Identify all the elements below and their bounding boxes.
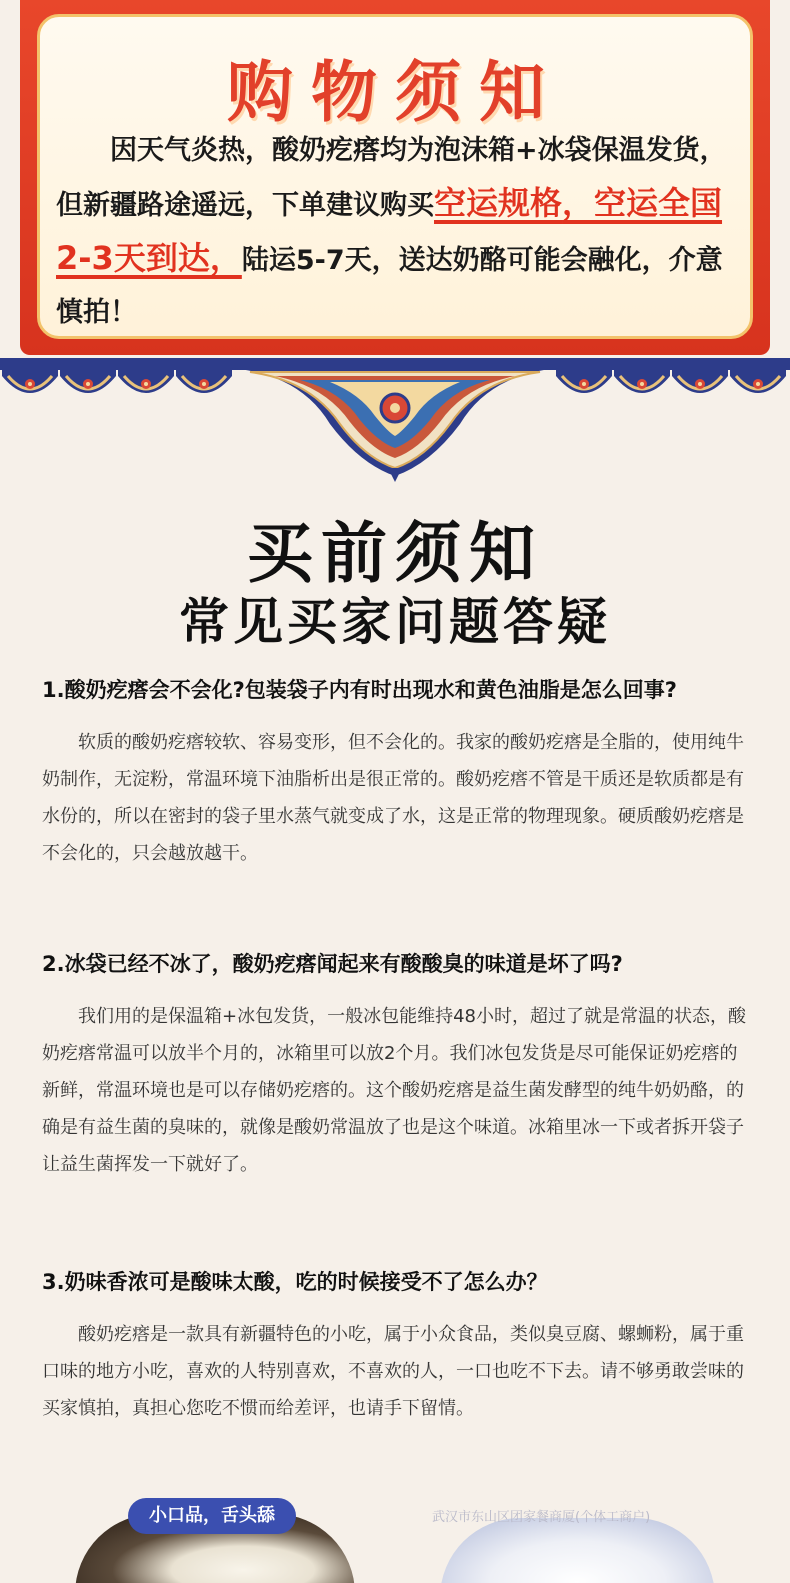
notice-text-2: 陆运5-7天，送达奶酪可能会融化，介意慎拍！ (56, 245, 723, 328)
faq-item-3 (42, 1262, 752, 1427)
tasting-tip-badge: 小口品，舌头舔 (128, 1498, 296, 1534)
notice-highlight-2: ，空运全国2-3天到达， (56, 184, 723, 277)
faq-answer-3: 酸奶疙瘩是一款具有新疆特色的小吃，属于小众食品，类似臭豆腐、螺蛳粉，属于重口味的地方小吃，喜欢的人特别喜欢，不喜欢的人，一口也吃不下去。请不够勇敢尝味的买家慎拍，真担心您吃不惯而给差评，也请手下留情。 (42, 1324, 744, 1419)
notice-text-1: 因天气炎热，酸奶疙瘩均为泡沫箱+冰袋保温发货，但新疆路途遥远，下单建议购买 (56, 135, 727, 221)
shopping-notice-card (37, 14, 753, 339)
faq-item-2 (42, 944, 752, 1183)
shopping-notice-body (56, 125, 744, 339)
ornament-pattern (0, 364, 790, 484)
notice-highlight-1: 空运规格 (434, 184, 563, 222)
product-photo-right (440, 1518, 715, 1583)
faq-question-1: 1.酸奶疙瘩会不会化?包装袋子内有时出现水和黄色油脂是怎么回事? (42, 678, 677, 702)
page-subtitle: 常见买家问题答疑 (179, 593, 611, 651)
faq-question-3: 3.奶味香浓可是酸味太酸，吃的时候接受不了怎么办？ (42, 1270, 548, 1294)
faq-answer-2: 我们用的是保温箱+冰包发货，一般冰包能维持48小时，超过了就是常温的状态，酸奶疙瘩常温可以放半个月的，冰箱里可以放2个月。我们冰包发货是尽可能保证奶疙瘩的新鲜，常温环境也是可以存储奶疙瘩的。这个酸奶疙瘩是益生菌发酵型的纯牛奶奶酪，的确是有益生菌的臭味的，就像是酸奶常温放了也是这个味道。冰箱里冰一下或者拆开袋子让益生菌挥发一下就好了。 (42, 1006, 746, 1175)
page-title: 买前须知 (247, 515, 543, 592)
faq-question-2: 2.冰袋已经不冰了，酸奶疙瘩闻起来有酸酸臭的味道是坏了吗? (42, 952, 623, 976)
faq-answer-1: 软质的酸奶疙瘩较软、容易变形，但不会化的。我家的酸奶疙瘩是全脂的，使用纯牛奶制作，无淀粉，常温环境下油脂析出是很正常的。酸奶疙瘩不管是干质还是软质都是有水份的，所以在密封的袋子里水蒸气就变成了水，这是正常的物理现象。硬质酸奶疙瘩是不会化的，只会越放越干。 (42, 732, 744, 864)
shopping-notice-title: 购物须知 (227, 53, 563, 131)
faq-item-1 (42, 670, 752, 872)
shopping-notice-banner (20, 0, 770, 355)
shop-watermark: 武汉市东山区团家餐商厦(个体工商户) (432, 1510, 651, 1525)
